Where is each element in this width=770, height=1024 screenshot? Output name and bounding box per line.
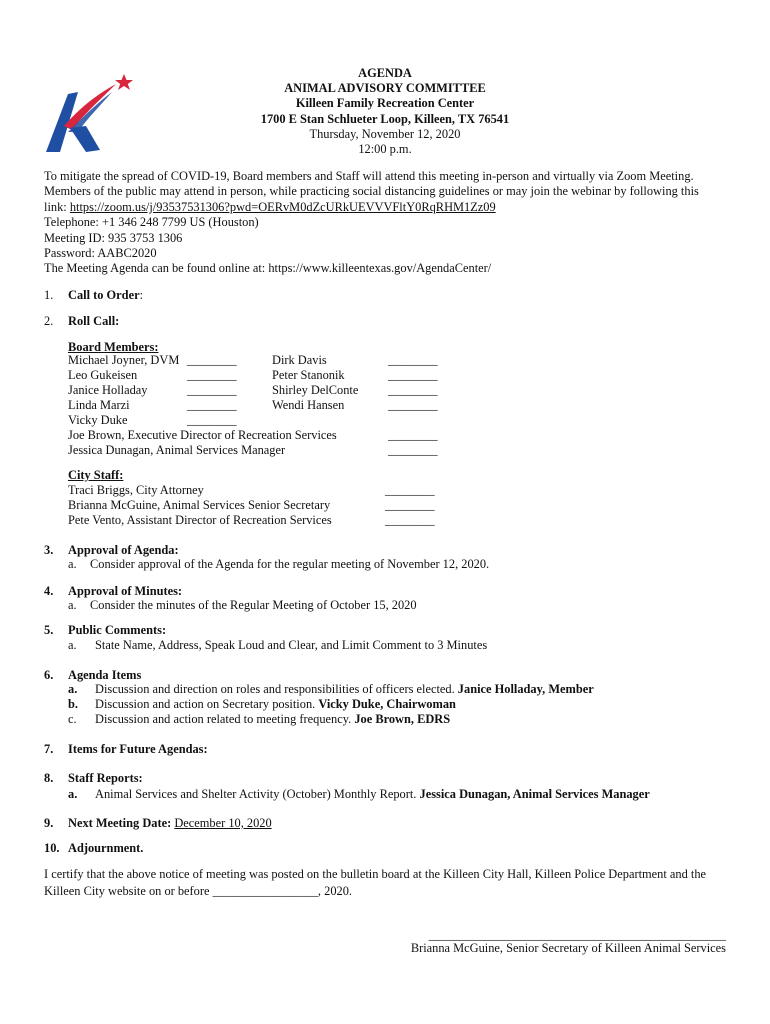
attendance-blank: ________ (187, 413, 237, 427)
city-logo (38, 70, 134, 154)
item-6c-letter: c. (68, 712, 77, 726)
intro-paragraph (44, 169, 734, 277)
attendance-blank: ________ (187, 383, 237, 397)
item-6b-text: Discussion and action on Secretary position. (95, 697, 319, 711)
item-4a-text: Consider the minutes of the Regular Meeting of October 15, 2020 (90, 598, 417, 612)
meeting-id: Meeting ID: 935 3753 1306 (44, 230, 183, 245)
next-meeting (68, 816, 272, 831)
intro-link-line (44, 200, 734, 215)
item-7-number: 7. (44, 742, 54, 756)
item-6a (95, 682, 594, 697)
next-meeting-date: December 10, 2020 (174, 816, 272, 830)
board-member: Dirk Davis (272, 353, 327, 367)
item-6-number: 6. (44, 668, 54, 682)
attendance-blank: ________ (187, 368, 237, 382)
certify-line-2: Killeen City website on or before _________________, 2020. (44, 883, 352, 898)
attendance-blank: ________ (388, 368, 438, 382)
item-1-number: 1. (44, 288, 54, 302)
attendance-blank: ________ (385, 498, 435, 512)
header-venue: Killeen Family Recreation Center (295, 96, 475, 111)
item-6c-text: Discussion and action related to meeting frequency. (95, 712, 355, 726)
item-6b-person: Vicky Duke, Chairwoman (318, 697, 456, 711)
attendance-blank: ________ (388, 428, 438, 442)
board-member: Janice Holladay (68, 383, 148, 397)
city-staff-member: Pete Vento, Assistant Director of Recreation Services (68, 513, 332, 527)
item-6a-text: Discussion and direction on roles and responsibilities of officers elected. (95, 682, 458, 696)
item-4-number: 4. (44, 584, 54, 598)
board-staff: Jessica Dunagan, Animal Services Manager (68, 443, 286, 457)
link-label: link: (44, 199, 70, 214)
item-3-number: 3. (44, 543, 54, 557)
item-5a-letter: a. (68, 638, 77, 652)
item-6b (95, 697, 456, 712)
staff-reports-label: Staff Reports: (68, 771, 143, 785)
attendance-blank: ________ (385, 513, 435, 527)
password: Password: AABC2020 (44, 246, 157, 261)
item-1 (68, 288, 143, 303)
signature-name: Brianna McGuine, Senior Secretary of Killeen Animal Services (410, 941, 726, 955)
item-8a-text: Animal Services and Shelter Activity (October) Monthly Report. (95, 787, 420, 801)
attendance-blank: ________ (388, 353, 438, 367)
attendance-blank: ________ (388, 383, 438, 397)
agenda-header (180, 66, 590, 157)
header-title: AGENDA (358, 66, 412, 80)
board-member: Shirley DelConte (272, 383, 359, 397)
item-9-number: 9. (44, 816, 54, 830)
city-staff-heading: City Staff: (68, 468, 124, 482)
item-10-number: 10. (44, 841, 60, 855)
board-member: Michael Joyner, DVM (68, 353, 180, 367)
future-agendas-label: Items for Future Agendas: (68, 742, 208, 756)
approval-of-agenda-label: Approval of Agenda: (68, 543, 179, 557)
item-6b-letter: b. (68, 697, 78, 711)
intro-line-1: To mitigate the spread of COVID-19, Board members and Staff will attend this meeting in-person and virtually via Zoom Meeting. (44, 169, 694, 183)
killeen-k-logo-icon (38, 70, 134, 154)
call-to-order-label: Call to Order (68, 288, 140, 302)
header-address: 1700 E Stan Schlueter Loop, Killeen, TX 76541 (260, 111, 510, 126)
next-meeting-label: Next Meeting Date: (68, 816, 175, 830)
attendance-blank: ________ (388, 398, 438, 412)
header-date: Thursday, November 12, 2020 (309, 126, 461, 141)
header-time: 12:00 p.m. (358, 142, 412, 157)
agenda-online: The Meeting Agenda can be found online at: https://www.killeentexas.gov/AgendaCenter/ (44, 261, 492, 276)
adjournment-label: Adjournment. (68, 841, 144, 855)
zoom-link[interactable]: https://zoom.us/j/93537531306?pwd=OERvM0dZcURkUEVVVFltY0RqRHM1Zz09 (69, 199, 496, 214)
attendance-blank: ________ (385, 483, 435, 497)
board-member: Vicky Duke (68, 413, 128, 427)
header-committee: ANIMAL ADVISORY COMMITTEE (284, 81, 486, 96)
public-comments-label: Public Comments: (68, 623, 167, 637)
item-1-suffix: : (139, 288, 144, 302)
item-2-number: 2. (44, 314, 54, 328)
telephone: Telephone: +1 346 248 7799 US (Houston) (44, 215, 259, 230)
board-member: Wendi Hansen (272, 398, 345, 412)
agenda-items-label: Agenda Items (68, 668, 142, 682)
item-5-number: 5. (44, 623, 54, 637)
item-6a-letter: a. (68, 682, 78, 696)
attendance-blank: ________ (187, 353, 237, 367)
item-6a-person: Janice Holladay, Member (457, 682, 594, 696)
item-5a-text: State Name, Address, Speak Loud and Clear, and Limit Comment to 3 Minutes (95, 638, 488, 652)
attendance-blank: ________ (187, 398, 237, 412)
board-member: Peter Stanonik (272, 368, 345, 382)
item-6c-person: Joe Brown, EDRS (354, 712, 451, 726)
item-8a-person: Jessica Dunagan, Animal Services Manager (419, 787, 650, 801)
board-staff: Joe Brown, Executive Director of Recreation Services (68, 428, 337, 442)
certify-line-1: I certify that the above notice of meeting was posted on the bulletin board at the Killeen City Hall, Killeen Police Department and the (44, 867, 707, 881)
item-6c (95, 712, 450, 727)
city-staff-member: Traci Briggs, City Attorney (68, 483, 204, 497)
item-8a-letter: a. (68, 787, 78, 801)
board-member: Leo Gukeisen (68, 368, 138, 382)
city-staff-member: Brianna McGuine, Animal Services Senior Secretary (68, 498, 331, 512)
intro-line-2: Members of the public may attend in person, while practicing social distancing guidelines or may join the webinar by following this (44, 184, 699, 199)
item-4a-letter: a. (68, 598, 77, 612)
item-3a-letter: a. (68, 557, 77, 571)
attendance-blank: ________ (388, 443, 438, 457)
item-3a-text: Consider approval of the Agenda for the regular meeting of November 12, 2020. (90, 557, 490, 571)
board-member: Linda Marzi (68, 398, 130, 412)
board-members-heading: Board Members: (68, 340, 159, 354)
roll-call-label: Roll Call: (68, 314, 120, 328)
item-8-number: 8. (44, 771, 54, 785)
approval-of-minutes-label: Approval of Minutes: (68, 584, 183, 598)
certification (44, 866, 734, 899)
item-8a (95, 787, 650, 802)
signature-line: ________________________________________________ (428, 928, 726, 942)
